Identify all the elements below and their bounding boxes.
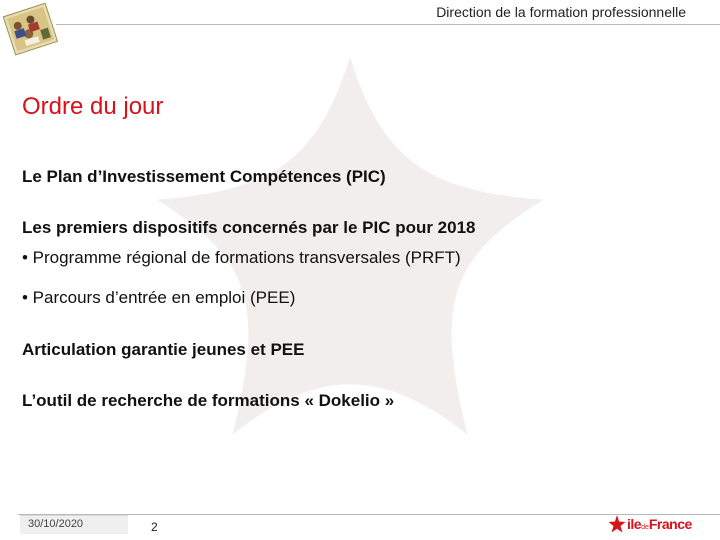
header-title: Direction de la formation professionnelle	[436, 4, 686, 20]
agenda-item-garantie-jeunes: Articulation garantie jeunes et PEE	[22, 340, 305, 359]
logo-wordmark	[627, 516, 692, 532]
header-divider	[56, 24, 720, 25]
agenda-item-dokelio: L’outil de recherche de formations « Dokelio »	[22, 391, 395, 410]
agenda-item-dispositifs: Les premiers dispositifs concernés par le PIC pour 2018	[22, 218, 476, 237]
page-number: 2	[151, 520, 158, 534]
agenda-subitem-pee: • Parcours d’entrée en emploi (PEE)	[22, 288, 296, 307]
logo-text-de: de	[641, 524, 649, 531]
star-logo-icon	[606, 514, 628, 534]
agenda-subitem-prft: • Programme régional de formations transversales (PRFT)	[22, 248, 461, 267]
agenda-item-pic: Le Plan d’Investissement Compétences (PIC)	[22, 167, 386, 186]
ile-de-france-logo	[606, 513, 714, 535]
classroom-photo	[0, 0, 62, 62]
footer-date: 30/10/2020	[28, 518, 84, 530]
page-title: Ordre du jour	[22, 93, 164, 120]
logo-text-france: France	[648, 516, 692, 532]
logo-text-ile: ile	[627, 516, 642, 532]
